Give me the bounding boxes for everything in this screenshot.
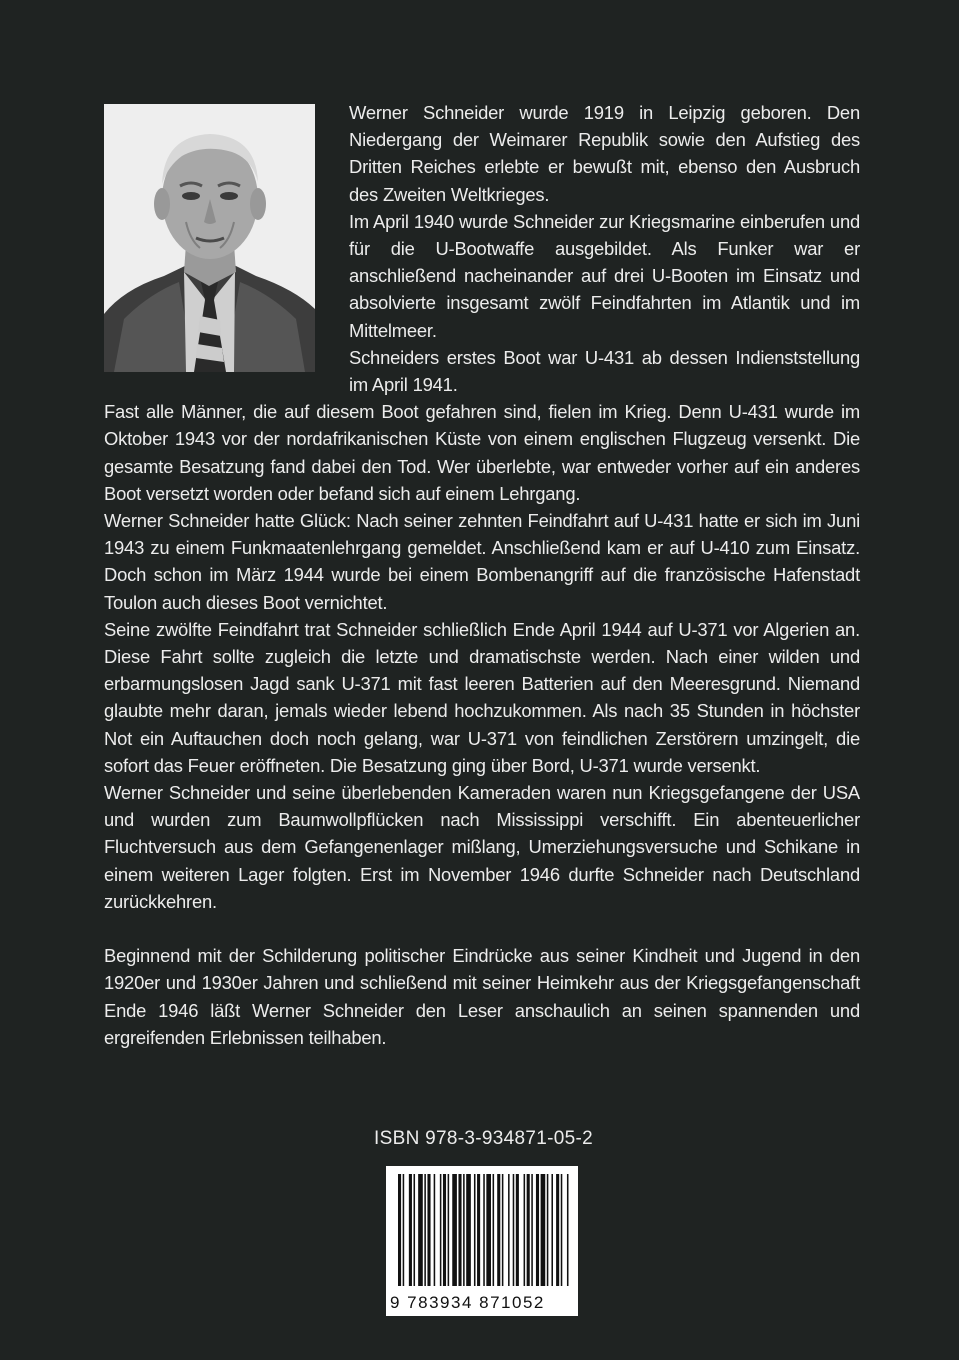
barcode-bar	[513, 1174, 515, 1286]
paragraph: Werner Schneider und seine überlebenden Kameraden waren nun Kriegsgefangene der USA und wurden zum Baumwollpflücken nach Mississippi verschifft. Ein abenteuerlicher Fluchtversuch aus dem Gefangenenlager mißlang, Umerziehungsversuche und Schikane in einem weiteren Lager folgten. Erst im November 1946 durfte Schneider nach Deutschland zurückkehren.	[104, 782, 860, 912]
barcode-bar	[427, 1174, 430, 1286]
barcode-bar	[477, 1174, 480, 1286]
isbn-label: ISBN 978-3-934871-05-2	[374, 1128, 593, 1149]
barcode-bar	[536, 1174, 539, 1286]
barcode-bar	[527, 1174, 530, 1286]
barcode-bar	[493, 1174, 495, 1286]
barcode	[386, 1166, 578, 1316]
barcode-bar	[502, 1174, 504, 1286]
paragraph: Seine zwölfte Feindfahrt trat Schneider schließlich Ende April 1944 auf U-371 vor Algerien an. Diese Fahrt sollte zugleich die letzte und dramatischste werden. Nach einer wilden und erbarmungslosen Jagd sank U-371 mit fast leeren Batterien auf den Meeresgrund. Niemand glaubte mehr daran, jemals wieder lebend hochzukommen. Als nach 35 Stunden in höchster Not ein Auftauchen doch noch gelang, war U-371 von feindlichen Zerstörern umzingelt, die sofort das Feuer eröffneten. Die Besatzung ging über Bord, U-371 wurde versenkt.	[104, 618, 860, 776]
barcode-bar	[409, 1174, 412, 1286]
barcode-bar	[508, 1174, 510, 1286]
barcode-bar	[551, 1174, 553, 1286]
paragraph: Werner Schneider wurde 1919 in Leipzig geboren. Den Niedergang der Weimarer Republik sowie den Aufstieg des Dritten Reiches erlebte er bewußt mit, ebenso den Ausbruch des Zweiten Weltkrieges.	[349, 102, 860, 205]
barcode-bar	[463, 1174, 465, 1286]
barcode-bar	[474, 1174, 476, 1286]
barcode-bar	[443, 1174, 446, 1286]
barcode-bar	[448, 1174, 450, 1286]
barcode-bar	[567, 1174, 569, 1286]
barcode-icon	[386, 1166, 578, 1294]
barcode-bar	[541, 1174, 546, 1286]
barcode-bar	[531, 1174, 533, 1286]
barcode-bar	[547, 1174, 549, 1286]
barcode-bar	[434, 1174, 436, 1286]
barcode-bar	[486, 1174, 491, 1286]
barcode-bar	[440, 1174, 442, 1286]
paragraph: Beginnend mit der Schilderung politischer Eindrücke aus seiner Kindheit und Jugend in den 1920er und 1930er Jahren und schließend mit seiner Heimkehr aus der Kriegsgefangenschaft Ende 1946 läßt Werner Schneider den Leser anschaulich an seinen spannenden und ergreifenden Erlebnissen teilhaben.	[104, 945, 860, 1048]
paragraph: Schneiders erstes Boot war U-431 ab dessen Indienststellung im April 1941.	[349, 346, 860, 396]
barcode-bar	[418, 1174, 423, 1286]
barcode-bar	[556, 1174, 559, 1286]
barcode-bar	[516, 1174, 519, 1286]
barcode-bar	[458, 1174, 461, 1286]
barcode-bar	[403, 1174, 405, 1286]
barcode-bar	[414, 1174, 416, 1286]
barcode-bar	[497, 1174, 500, 1286]
barcode-bar	[466, 1174, 471, 1286]
paragraph: Werner Schneider hatte Glück: Nach seiner zehnten Feindfahrt auf U-431 hatte er sich im Juni 1943 zu einem Funkmaatenlehrgang gemeldet. Anschließend kam er auf U-410 zum Einsatz. Doch schon im März 1944 wurde bei einem Bombenangriff auf die französische Hafenstadt Toulon auch dieses Boot vernichtet.	[104, 510, 860, 613]
barcode-bar	[483, 1174, 485, 1286]
barcode-bar	[561, 1174, 563, 1286]
barcode-digits: 9 783934 871052	[390, 1293, 545, 1312]
barcode-bar	[398, 1174, 401, 1286]
blurb-text	[104, 99, 860, 1051]
paragraph: Fast alle Männer, die auf diesem Boot gefahren sind, fielen im Krieg. Denn U-431 wurde im Oktober 1943 vor der nordafrikanischen Küste von einem englischen Flugzeug versenkt. Die gesamte Besatzung fand dabei den Tod. Wer überlebte, war entweder vorher auf ein anderes Boot versetzt worden oder befand sich auf einem Lehrgang.	[104, 401, 860, 504]
barcode-bar	[424, 1174, 426, 1286]
spacer	[104, 915, 860, 942]
barcode-bar	[524, 1174, 526, 1286]
barcode-bar	[452, 1174, 457, 1286]
paragraph: Im April 1940 wurde Schneider zur Kriegsmarine einberufen und für die U-Bootwaffe ausgebildet. Als Funker war er anschließend nacheinander auf drei U-Booten im Einsatz und absolvierte insgesamt zwölf Feindfahrten im Atlantik und im Mittelmeer.	[349, 210, 860, 341]
